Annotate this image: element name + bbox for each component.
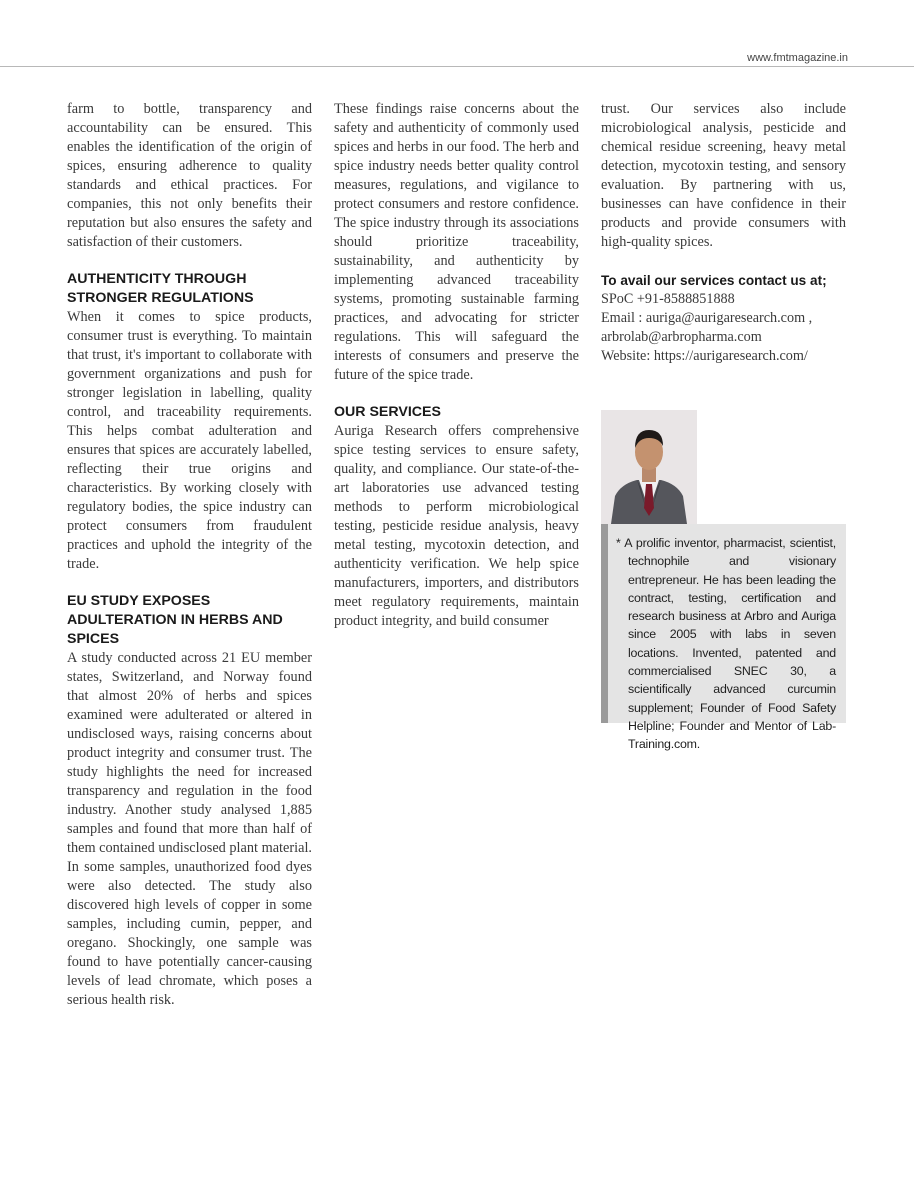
paragraph-traceability: farm to bottle, transparency and accountability can be ensured. This enables the identification of the origin of spices, ensuring adherence to quality standards and ethical practices. For companies, this not only benefits their reputation but also ensures the safety and satisfaction of their customers.: [67, 101, 312, 250]
paragraph-services: Auriga Research offers comprehensive spice testing services to ensure safety, quality, and compliance. Our state-of-the-art laboratories use advanced testing methods to perform microbiological testing, pesticide residue analysis, heavy metal testing, mycotoxin detection, and authenticity verification. We help spice manufacturers, importers, and distributors meet regulatory requirements, maintain product integrity, and build consumer: [334, 423, 579, 629]
author-bio-box: [601, 524, 846, 752]
contact-email[interactable]: Email : auriga@aurigaresearch.com ,: [601, 310, 813, 326]
heading-our-services: OUR SERVICES: [334, 404, 441, 420]
paragraph-services-cont: trust. Our services also include microbiological analysis, pesticide and chemical residue screening, heavy metal detection, mycotoxin testing, and sensory evaluation. By partnering with us, businesses can have confidence in their products and provide consumers with high-quality spices.: [601, 101, 846, 250]
author-bio-text: * A prolific inventor, pharmacist, scientist, technophile and visionary entrepreneur. He has been leading the contract, testing, certification and research business at Arbro and Auriga since 2005 with labs in seven locations. Invented, patented and commercialised SNEC 30, a scientifically advanced curcumin supplement; Founder of Food Safety Helpline; Founder and Mentor of Lab-Training.com.: [616, 536, 836, 752]
site-url[interactable]: www.fmtmagazine.in: [747, 52, 848, 64]
paragraph-eu-study: A study conducted across 21 EU member states, Switzerland, and Norway found that almost 20% of herbs and spices examined were adulterated or altered in undisclosed ways, raising concerns about product integrity and consumer trust. The study highlights the need for increased transparency and regulation in the food industry. Another study analysed 1,885 samples and found that more than half of them contained undisclosed plant material. In some samples, unauthorized food dyes were also detected. The study also discovered high levels of copper in some samples, including cumin, pepper, and oregano. Shockingly, one sample was found to have potentially cancer-causing levels of lead chromate, which poses a serious health risk.: [67, 650, 312, 1008]
paragraph-regulations: When it comes to spice products, consumer trust is everything. To maintain that trust, it's important to collaborate with government organizations and push for stronger legislation in labelling, quality control, and traceability requirements. This helps combat adulteration and ensures that spices are accurately labelled, reflecting their true origins and characteristics. By working closely with regulatory bodies, the spice industry can protect consumers from fraudulent practices and uphold the integrity of the trade.: [67, 309, 312, 572]
contact-phone[interactable]: SPoC +91-8588851888: [601, 291, 735, 307]
contact-email-2[interactable]: arbrolab@arbropharma.com: [601, 329, 762, 345]
author-portrait-icon: [601, 410, 697, 524]
paragraph-findings: These findings raise concerns about the safety and authenticity of commonly used spices and herbs in our food. The herb and spice industry needs better quality control measures, regulations, and vigilance to protect consumers and restore confidence. The spice industry through its associations should prioritize traceability, sustainability, and authenticity by implementing advanced traceability systems, promoting sustainable farming practices, and advocating for stricter regulations. This will safeguard the interests of consumers and preserve the future of the spice trade.: [334, 101, 579, 383]
contact-website[interactable]: Website: https://aurigaresearch.com/: [601, 348, 808, 364]
column-3: [601, 100, 846, 366]
header-rule: [0, 66, 914, 67]
column-2: [334, 100, 579, 631]
contact-heading: To avail our services contact us at;: [601, 273, 827, 288]
column-1: [67, 100, 312, 1010]
heading-authenticity: AUTHENTICITY THROUGH STRONGER REGULATIONS: [67, 271, 254, 306]
heading-eu-study: EU STUDY EXPOSES ADULTERATION IN HERBS AND SPICES: [67, 593, 283, 647]
author-photo: [601, 410, 697, 524]
